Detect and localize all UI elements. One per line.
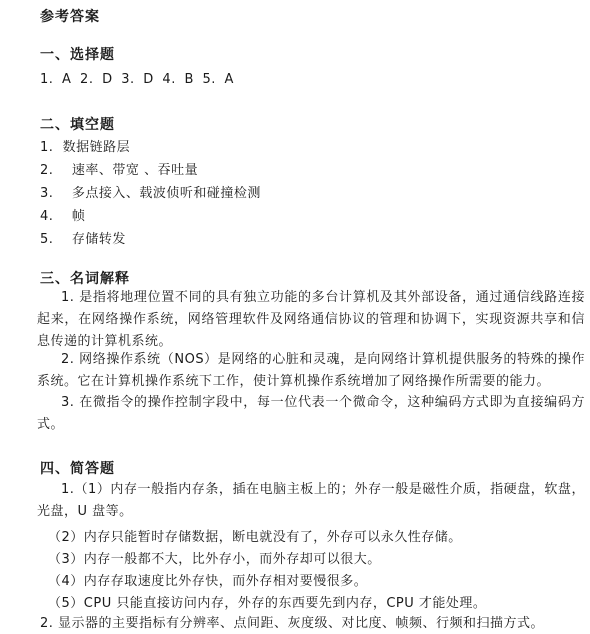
term-item-2: 2. 网络操作系统（NOS）是网络的心脏和灵魂，是向网络计算机提供服务的特殊的操作系统。它在计算机操作系统下工作，使计算机操作系统增加了网络操作所需要的能力。	[37, 352, 585, 389]
fill-item-2: 2. 速率、带宽 、吞吐量	[40, 163, 199, 178]
short-item-1: 1.（1）内存一般指内存条，插在电脑主板上的；外存一般是磁性介质，指硬盘，软盘，光盘，U 盘等。	[37, 482, 585, 519]
section-heading-short: 四、简答题	[40, 461, 115, 477]
short-item-6: 2. 显示器的主要指标有分辨率、点间距、灰度级、对比度、帧频、行频和扫描方式。	[40, 616, 545, 631]
page-title: 参考答案	[40, 9, 100, 25]
short-item-3: （3）内存一般都不大，比外存小，而外存却可以很大。	[48, 552, 381, 567]
short-item-4: （4）内存存取速度比外存快，而外存相对要慢很多。	[48, 574, 368, 589]
short-item-2: （2）内存只能暂时存储数据，断电就没有了，外存可以永久性存储。	[48, 530, 462, 545]
choice-answers: 1. A 2. D 3. D 4. B 5. A	[40, 72, 234, 87]
section-heading-fill: 二、填空题	[40, 117, 115, 133]
fill-item-3: 3. 多点接入、载波侦听和碰撞检测	[40, 186, 261, 201]
fill-item-5: 5. 存储转发	[40, 232, 126, 247]
term-item-3: 3. 在微指令的操作控制字段中，每一位代表一个微命令，这种编码方式即为直接编码方式。	[37, 395, 585, 432]
fill-item-4: 4. 帧	[40, 209, 86, 224]
term-item-1: 1. 是指将地理位置不同的具有独立功能的多台计算机及其外部设备，通过通信线路连接起来，在网络操作系统，网络管理软件及网络通信协议的管理和协调下，实现资源共享和信息传递的计算机系统。	[37, 290, 585, 349]
section-heading-terms: 三、名词解释	[40, 271, 130, 287]
short-item-5: （5）CPU 只能直接访问内存，外存的东西要先到内存，CPU 才能处理。	[48, 596, 487, 611]
section-heading-choice: 一、选择题	[40, 47, 115, 63]
fill-item-1: 1. 数据链路层	[40, 140, 131, 155]
